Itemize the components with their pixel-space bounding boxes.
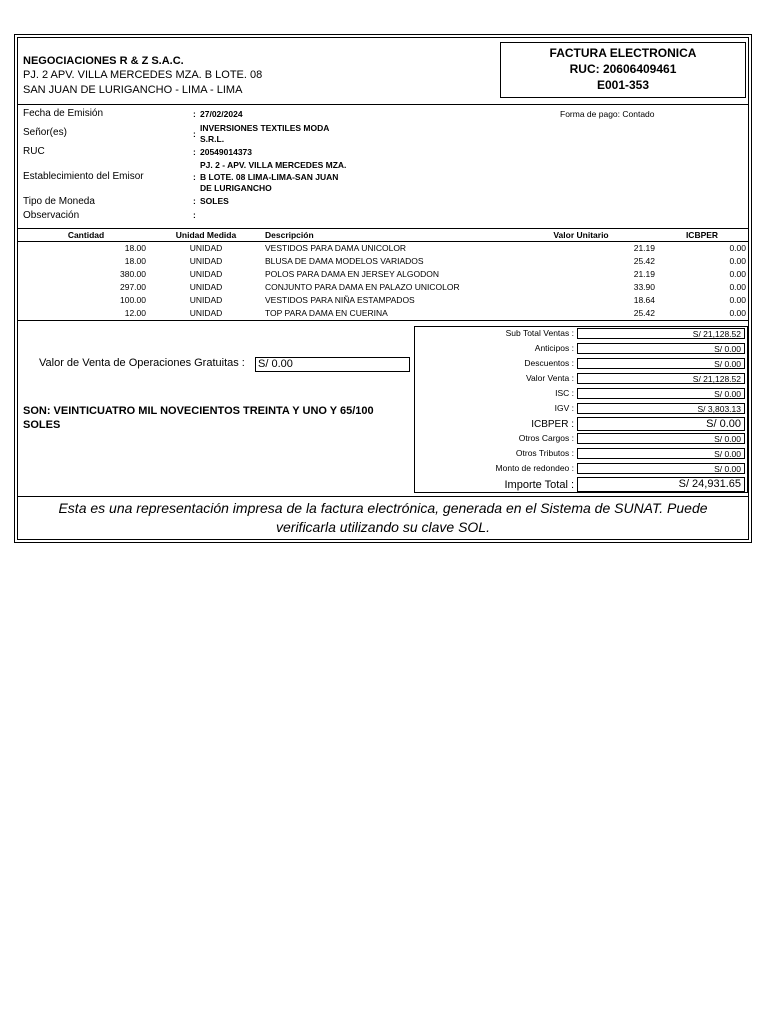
col-header-icbper: ICBPER: [685, 230, 719, 240]
table-bottom-border: [17, 320, 749, 321]
establecimiento-value-line1: PJ. 2 - APV. VILLA MERCEDES MZA.: [200, 160, 347, 170]
total-label: Monto de redondeo :: [495, 463, 574, 473]
establecimiento-label: Establecimiento del Emisor: [23, 171, 144, 182]
total-value: S/ 0.00: [577, 388, 745, 399]
cell-icbper: 0.00: [729, 256, 746, 266]
moneda-value: SOLES: [200, 196, 229, 206]
moneda-label: Tipo de Moneda: [23, 196, 95, 207]
fecha-colon: :: [193, 109, 196, 119]
total-label: ICBPER :: [531, 419, 574, 430]
cell-icbper: 0.00: [729, 282, 746, 292]
cell-cantidad: 100.00: [120, 295, 146, 305]
invoice-title: FACTURA ELECTRONICA: [549, 46, 697, 60]
invoice-id-box: [500, 42, 746, 98]
gratuitas-value: S/ 0.00: [255, 357, 410, 372]
observacion-colon: :: [193, 210, 196, 220]
total-label: Otros Cargos :: [518, 433, 574, 443]
senor-value-line2: S.R.L.: [200, 134, 225, 144]
col-header-valor-unitario: Valor Unitario: [553, 230, 609, 240]
total-value: S/ 0.00: [577, 463, 745, 474]
total-value: S/ 0.00: [577, 343, 745, 354]
footer-line1: Esta es una representación impresa de la factura electrónica, generada en el Sistema de SUNAT. Puede: [58, 500, 708, 516]
invoice-ruc: RUC: 20606409461: [569, 62, 677, 76]
total-label: IGV :: [554, 403, 574, 413]
cell-icbper: 0.00: [729, 308, 746, 318]
total-label: Sub Total Ventas :: [505, 328, 574, 338]
cell-valor-unitario: 33.90: [633, 282, 655, 292]
cell-valor-unitario: 21.19: [633, 269, 655, 279]
total-label: ISC :: [555, 388, 574, 398]
cell-unidad: UNIDAD: [189, 295, 223, 305]
cell-valor-unitario: 21.19: [633, 243, 655, 253]
total-value: S/ 0.00: [577, 433, 745, 444]
cell-cantidad: 12.00: [124, 308, 146, 318]
cell-descripcion: VESTIDOS PARA NIÑA ESTAMPADOS: [265, 295, 415, 305]
total-value: S/ 0.00: [577, 417, 745, 431]
cell-unidad: UNIDAD: [189, 269, 223, 279]
col-header-cantidad: Cantidad: [67, 230, 105, 240]
cell-valor-unitario: 25.42: [633, 308, 655, 318]
total-label: Descuentos :: [524, 358, 574, 368]
issuer-address-line2: SAN JUAN DE LURIGANCHO - LIMA - LIMA: [23, 84, 243, 96]
footer-divider: [17, 496, 749, 497]
fecha-label: Fecha de Emisión: [23, 108, 104, 119]
cell-valor-unitario: 18.64: [633, 295, 655, 305]
col-header-descripcion: Descripción: [265, 230, 314, 240]
total-value: S/ 3,803.13: [577, 403, 745, 414]
ruc-value: 20549014373: [200, 147, 253, 157]
total-label: Valor Venta :: [525, 373, 574, 383]
table-top-border: [17, 228, 749, 229]
forma-pago: Forma de pago: Contado: [560, 109, 655, 119]
total-value: S/ 24,931.65: [577, 477, 745, 492]
establecimiento-colon: :: [193, 172, 196, 182]
moneda-colon: :: [193, 196, 196, 206]
cell-descripcion: BLUSA DE DAMA MODELOS VARIADOS: [265, 256, 424, 266]
table-header-divider: [17, 241, 749, 242]
total-label: Anticipos :: [534, 343, 574, 353]
total-value: S/ 21,128.52: [577, 373, 745, 384]
gratuitas-label: Valor de Venta de Operaciones Gratuitas :: [39, 357, 245, 369]
total-value: S/ 0.00: [577, 358, 745, 369]
cell-unidad: UNIDAD: [189, 282, 223, 292]
amount-in-words-line2: SOLES: [23, 419, 61, 431]
issuer-address-line1: PJ. 2 APV. VILLA MERCEDES MZA. B LOTE. 08: [23, 69, 263, 81]
header-divider: [17, 104, 749, 105]
cell-descripcion: CONJUNTO PARA DAMA EN PALAZO UNICOLOR: [265, 282, 460, 292]
cell-unidad: UNIDAD: [189, 243, 223, 253]
observacion-label: Observación: [23, 210, 80, 221]
cell-unidad: UNIDAD: [189, 256, 223, 266]
cell-cantidad: 297.00: [120, 282, 146, 292]
amount-in-words-line1: SON: VEINTICUATRO MIL NOVECIENTOS TREINTA Y UNO Y 65/100: [23, 405, 374, 417]
cell-cantidad: 18.00: [124, 256, 146, 266]
footer-line2: verificarla utilizando su clave SOL.: [276, 519, 490, 535]
fecha-value: 27/02/2024: [200, 109, 243, 119]
cell-valor-unitario: 25.42: [633, 256, 655, 266]
senor-value-line1: INVERSIONES TEXTILES MODA: [200, 123, 330, 133]
total-value: S/ 21,128.52: [577, 328, 745, 339]
cell-descripcion: TOP PARA DAMA EN CUERINA: [265, 308, 388, 318]
ruc-label: RUC: [23, 146, 45, 157]
establecimiento-value-line3: DE LURIGANCHO: [200, 183, 272, 193]
invoice-number: E001-353: [596, 78, 650, 92]
senor-colon: :: [193, 129, 196, 139]
cell-icbper: 0.00: [729, 269, 746, 279]
cell-icbper: 0.00: [729, 243, 746, 253]
cell-icbper: 0.00: [729, 295, 746, 305]
senor-label: Señor(es): [23, 127, 67, 138]
ruc-colon: :: [193, 147, 196, 157]
cell-descripcion: POLOS PARA DAMA EN JERSEY ALGODON: [265, 269, 439, 279]
total-label: Importe Total :: [504, 479, 574, 491]
total-label: Otros Tributos :: [515, 448, 574, 458]
cell-cantidad: 380.00: [120, 269, 146, 279]
cell-unidad: UNIDAD: [189, 308, 223, 318]
cell-descripcion: VESTIDOS PARA DAMA UNICOLOR: [265, 243, 407, 253]
establecimiento-value-line2: B LOTE. 08 LIMA-LIMA-SAN JUAN: [200, 172, 339, 182]
total-value: S/ 0.00: [577, 448, 745, 459]
issuer-name: NEGOCIACIONES R & Z S.A.C.: [23, 55, 184, 67]
cell-cantidad: 18.00: [124, 243, 146, 253]
col-header-unidad: Unidad Medida: [175, 230, 237, 240]
